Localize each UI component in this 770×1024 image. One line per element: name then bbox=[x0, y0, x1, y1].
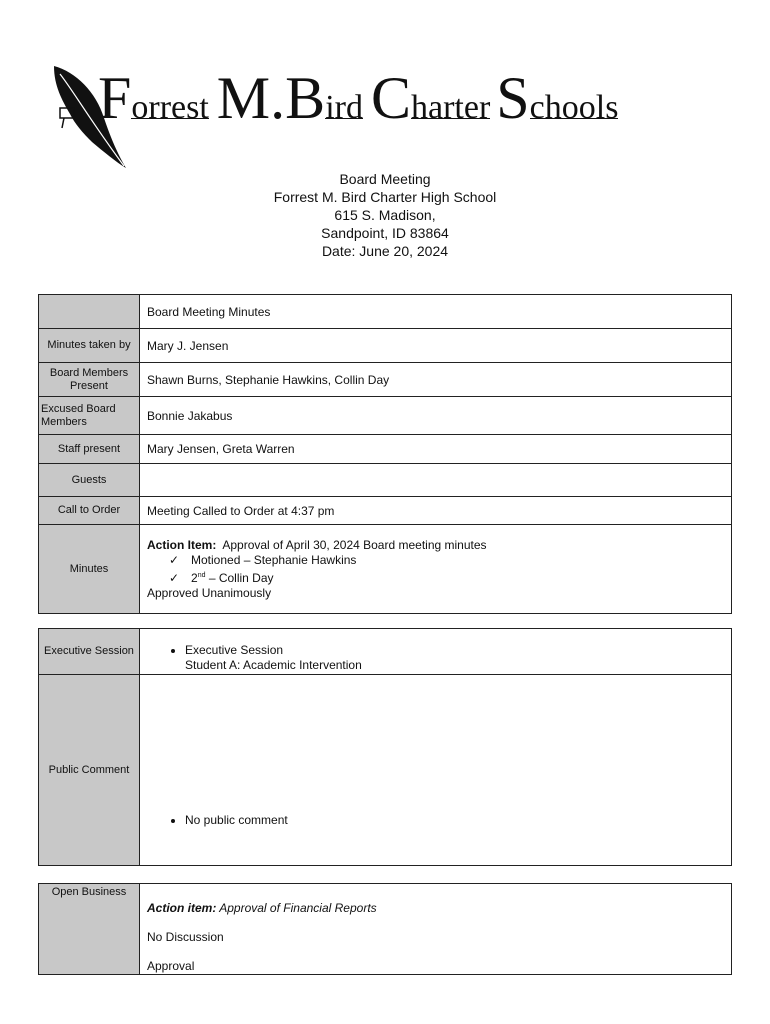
excused-members-value: Bonnie Jakabus bbox=[140, 397, 732, 435]
guests-value bbox=[140, 464, 732, 497]
session-table bbox=[38, 628, 732, 866]
excused-members-label: Excused Board Members bbox=[39, 397, 140, 435]
minutes-title: Board Meeting Minutes bbox=[140, 295, 732, 329]
logo-text-m: M. bbox=[216, 65, 286, 131]
table-row bbox=[39, 329, 732, 363]
logo-text-orrest: orrest bbox=[131, 89, 209, 126]
logo-text-harter: harter bbox=[411, 89, 491, 126]
logo-text-chools: chools bbox=[529, 89, 619, 126]
executive-bullets bbox=[147, 643, 724, 673]
table-row bbox=[39, 525, 732, 614]
list-item: • No public comment bbox=[185, 813, 724, 827]
executive-session-label: Executive Session bbox=[39, 629, 140, 675]
open-action-text: Approval of Financial Reports bbox=[219, 901, 377, 915]
table-row bbox=[39, 295, 732, 329]
action-item-text: Approval of April 30, 2024 Board meeting minutes bbox=[222, 537, 487, 552]
motioned-item: ✓ Motioned – Stephanie Hawkins bbox=[169, 553, 724, 568]
second-item bbox=[169, 568, 724, 586]
table-row bbox=[39, 675, 732, 866]
motion-list bbox=[147, 553, 724, 586]
table-row bbox=[39, 497, 732, 525]
action-item-label: Action Item: bbox=[147, 537, 217, 552]
guests-label: Guests bbox=[39, 464, 140, 497]
logo-letter-c: C bbox=[370, 65, 411, 131]
open-discussion: No Discussion bbox=[147, 930, 224, 944]
minutes-taken-value: Mary J. Jensen bbox=[140, 329, 732, 363]
open-action-item bbox=[147, 901, 724, 916]
members-present-label: Board Members Present bbox=[39, 363, 140, 397]
executive-session-content bbox=[140, 629, 732, 675]
members-present-value: Shawn Burns, Stephanie Hawkins, Collin Day bbox=[140, 363, 732, 397]
second-rest: – Collin Day bbox=[205, 570, 274, 585]
open-action-label: Action item: bbox=[147, 901, 217, 915]
logo-letter-f: F bbox=[98, 65, 132, 131]
minutes-table bbox=[38, 294, 732, 614]
open-business-label: Open Business bbox=[39, 884, 140, 975]
staff-present-value: Mary Jensen, Greta Warren bbox=[140, 435, 732, 464]
logo-wordmark bbox=[98, 65, 619, 148]
header-school: Forrest M. Bird Charter High School bbox=[273, 189, 497, 205]
meeting-header bbox=[0, 170, 770, 260]
header-date: Date: June 20, 2024 bbox=[321, 243, 449, 259]
exec-line-2: Student A: Academic Intervention bbox=[185, 658, 362, 672]
table-row bbox=[39, 435, 732, 464]
open-business-table bbox=[38, 883, 732, 975]
header-address: 615 S. Madison, bbox=[334, 207, 436, 223]
minutes-action-item bbox=[147, 538, 724, 553]
table-row bbox=[39, 884, 732, 975]
header-city: Sandpoint, ID 83864 bbox=[321, 225, 449, 241]
minutes-label: Minutes bbox=[39, 525, 140, 614]
header-title: Board Meeting bbox=[339, 171, 431, 187]
staff-present-label: Staff present bbox=[39, 435, 140, 464]
call-to-order-label: Call to Order bbox=[39, 497, 140, 525]
public-comment-label: Public Comment bbox=[39, 675, 140, 866]
public-bullets bbox=[147, 813, 724, 827]
table-row bbox=[39, 629, 732, 675]
open-approval: Approval bbox=[147, 959, 195, 973]
second-sup: nd bbox=[197, 571, 206, 579]
table-row bbox=[39, 397, 732, 435]
approved-unanimously: Approved Unanimously bbox=[147, 585, 272, 600]
list-item bbox=[185, 643, 724, 673]
exec-line-1: Executive Session bbox=[185, 643, 284, 657]
open-business-content bbox=[140, 884, 732, 975]
minutes-content bbox=[140, 525, 732, 614]
public-comment-content bbox=[140, 675, 732, 866]
call-to-order-value: Meeting Called to Order at 4:37 pm bbox=[140, 497, 732, 525]
row-label-empty bbox=[39, 295, 140, 329]
second-prefix: 2 bbox=[191, 570, 198, 585]
logo-letter-s: S bbox=[496, 65, 530, 131]
logo-text-ird: ird bbox=[325, 89, 363, 126]
minutes-taken-label: Minutes taken by bbox=[39, 329, 140, 363]
school-logo bbox=[40, 60, 620, 170]
table-row bbox=[39, 363, 732, 397]
logo-letter-b: B bbox=[285, 65, 326, 131]
table-row bbox=[39, 464, 732, 497]
